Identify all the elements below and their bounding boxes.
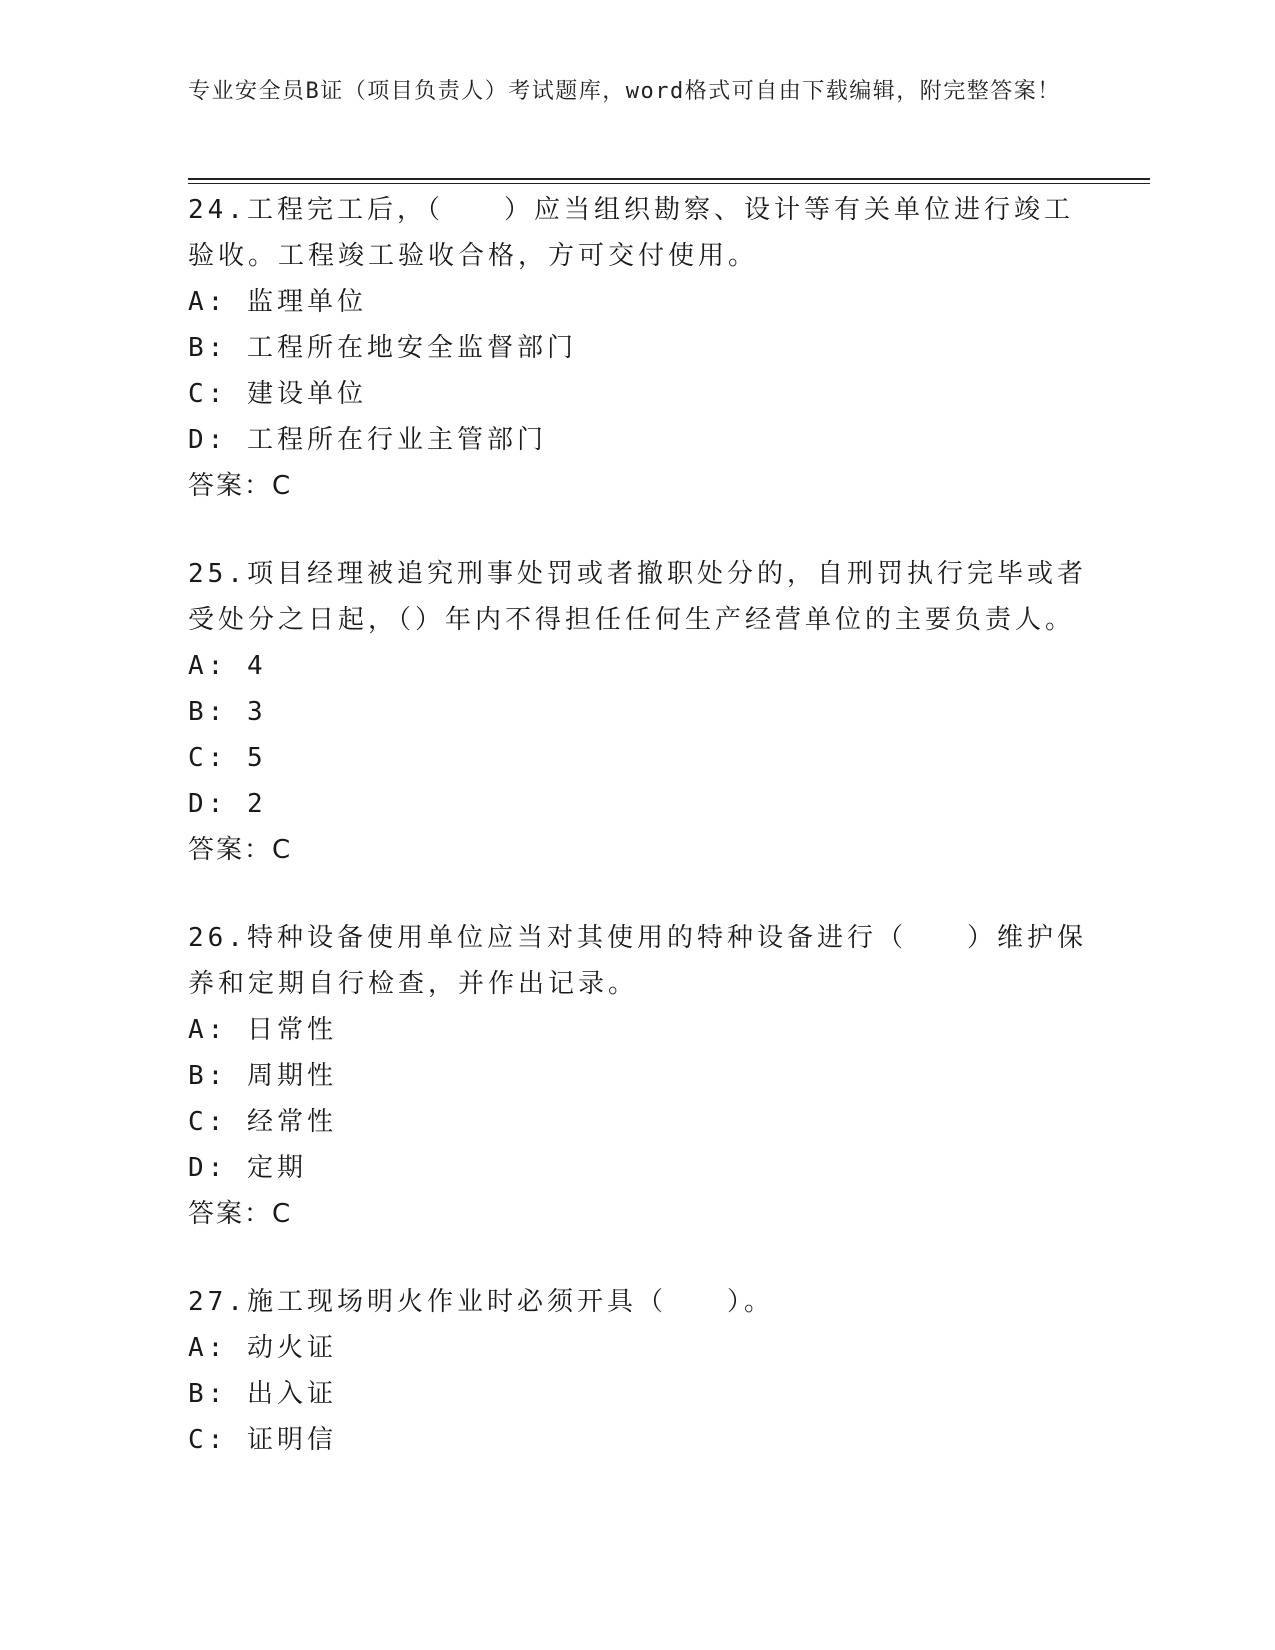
- answer: 答案：C: [188, 835, 293, 865]
- answer: 答案：C: [188, 1199, 293, 1229]
- option-a: A: 日常性: [188, 1015, 337, 1045]
- option-a: A: 监理单位: [188, 287, 367, 317]
- option-b: B: 出入证: [188, 1379, 337, 1409]
- question-26: [188, 915, 1088, 1237]
- option-d: D: 定期: [188, 1153, 307, 1183]
- option-b: B: 3: [188, 697, 267, 727]
- question-stem: 27.施工现场明火作业时必须开具（ ）。: [188, 1287, 774, 1317]
- option-b: B: 周期性: [188, 1061, 337, 1091]
- question-stem: 25.项目经理被追究刑事处罚或者撤职处分的，自刑罚执行完毕或者受处分之日起，（）年内不得担任任何生产经营单位的主要负责人。: [188, 559, 1087, 635]
- question-stem: 24.工程完工后，（ ）应当组织勘察、设计等有关单位进行竣工验收。工程竣工验收合格，方可交付使用。: [188, 195, 1074, 271]
- option-c: C: 建设单位: [188, 379, 367, 409]
- option-a: A: 4: [188, 651, 267, 681]
- question-stem: 26.特种设备使用单位应当对其使用的特种设备进行（ ）维护保养和定期自行检查，并作出记录。: [188, 923, 1087, 999]
- option-c: C: 5: [188, 743, 267, 773]
- document-header: 专业安全员B证（项目负责人）考试题库，word格式可自由下载编辑，附完整答案！: [188, 79, 1061, 104]
- answer: 答案：C: [188, 471, 293, 501]
- question-25: [188, 551, 1088, 873]
- option-d: D: 工程所在行业主管部门: [188, 425, 547, 455]
- option-b: B: 工程所在地安全监督部门: [188, 333, 577, 363]
- option-d: D: 2: [188, 789, 267, 819]
- question-24: [188, 187, 1088, 509]
- option-c: C: 证明信: [188, 1425, 337, 1455]
- header-rule-thin: [188, 183, 1150, 184]
- option-a: A: 动火证: [188, 1333, 337, 1363]
- question-27: [188, 1279, 1088, 1463]
- question-list: [188, 187, 1088, 1505]
- header-rule-thick: [188, 178, 1150, 180]
- option-c: C: 经常性: [188, 1107, 337, 1137]
